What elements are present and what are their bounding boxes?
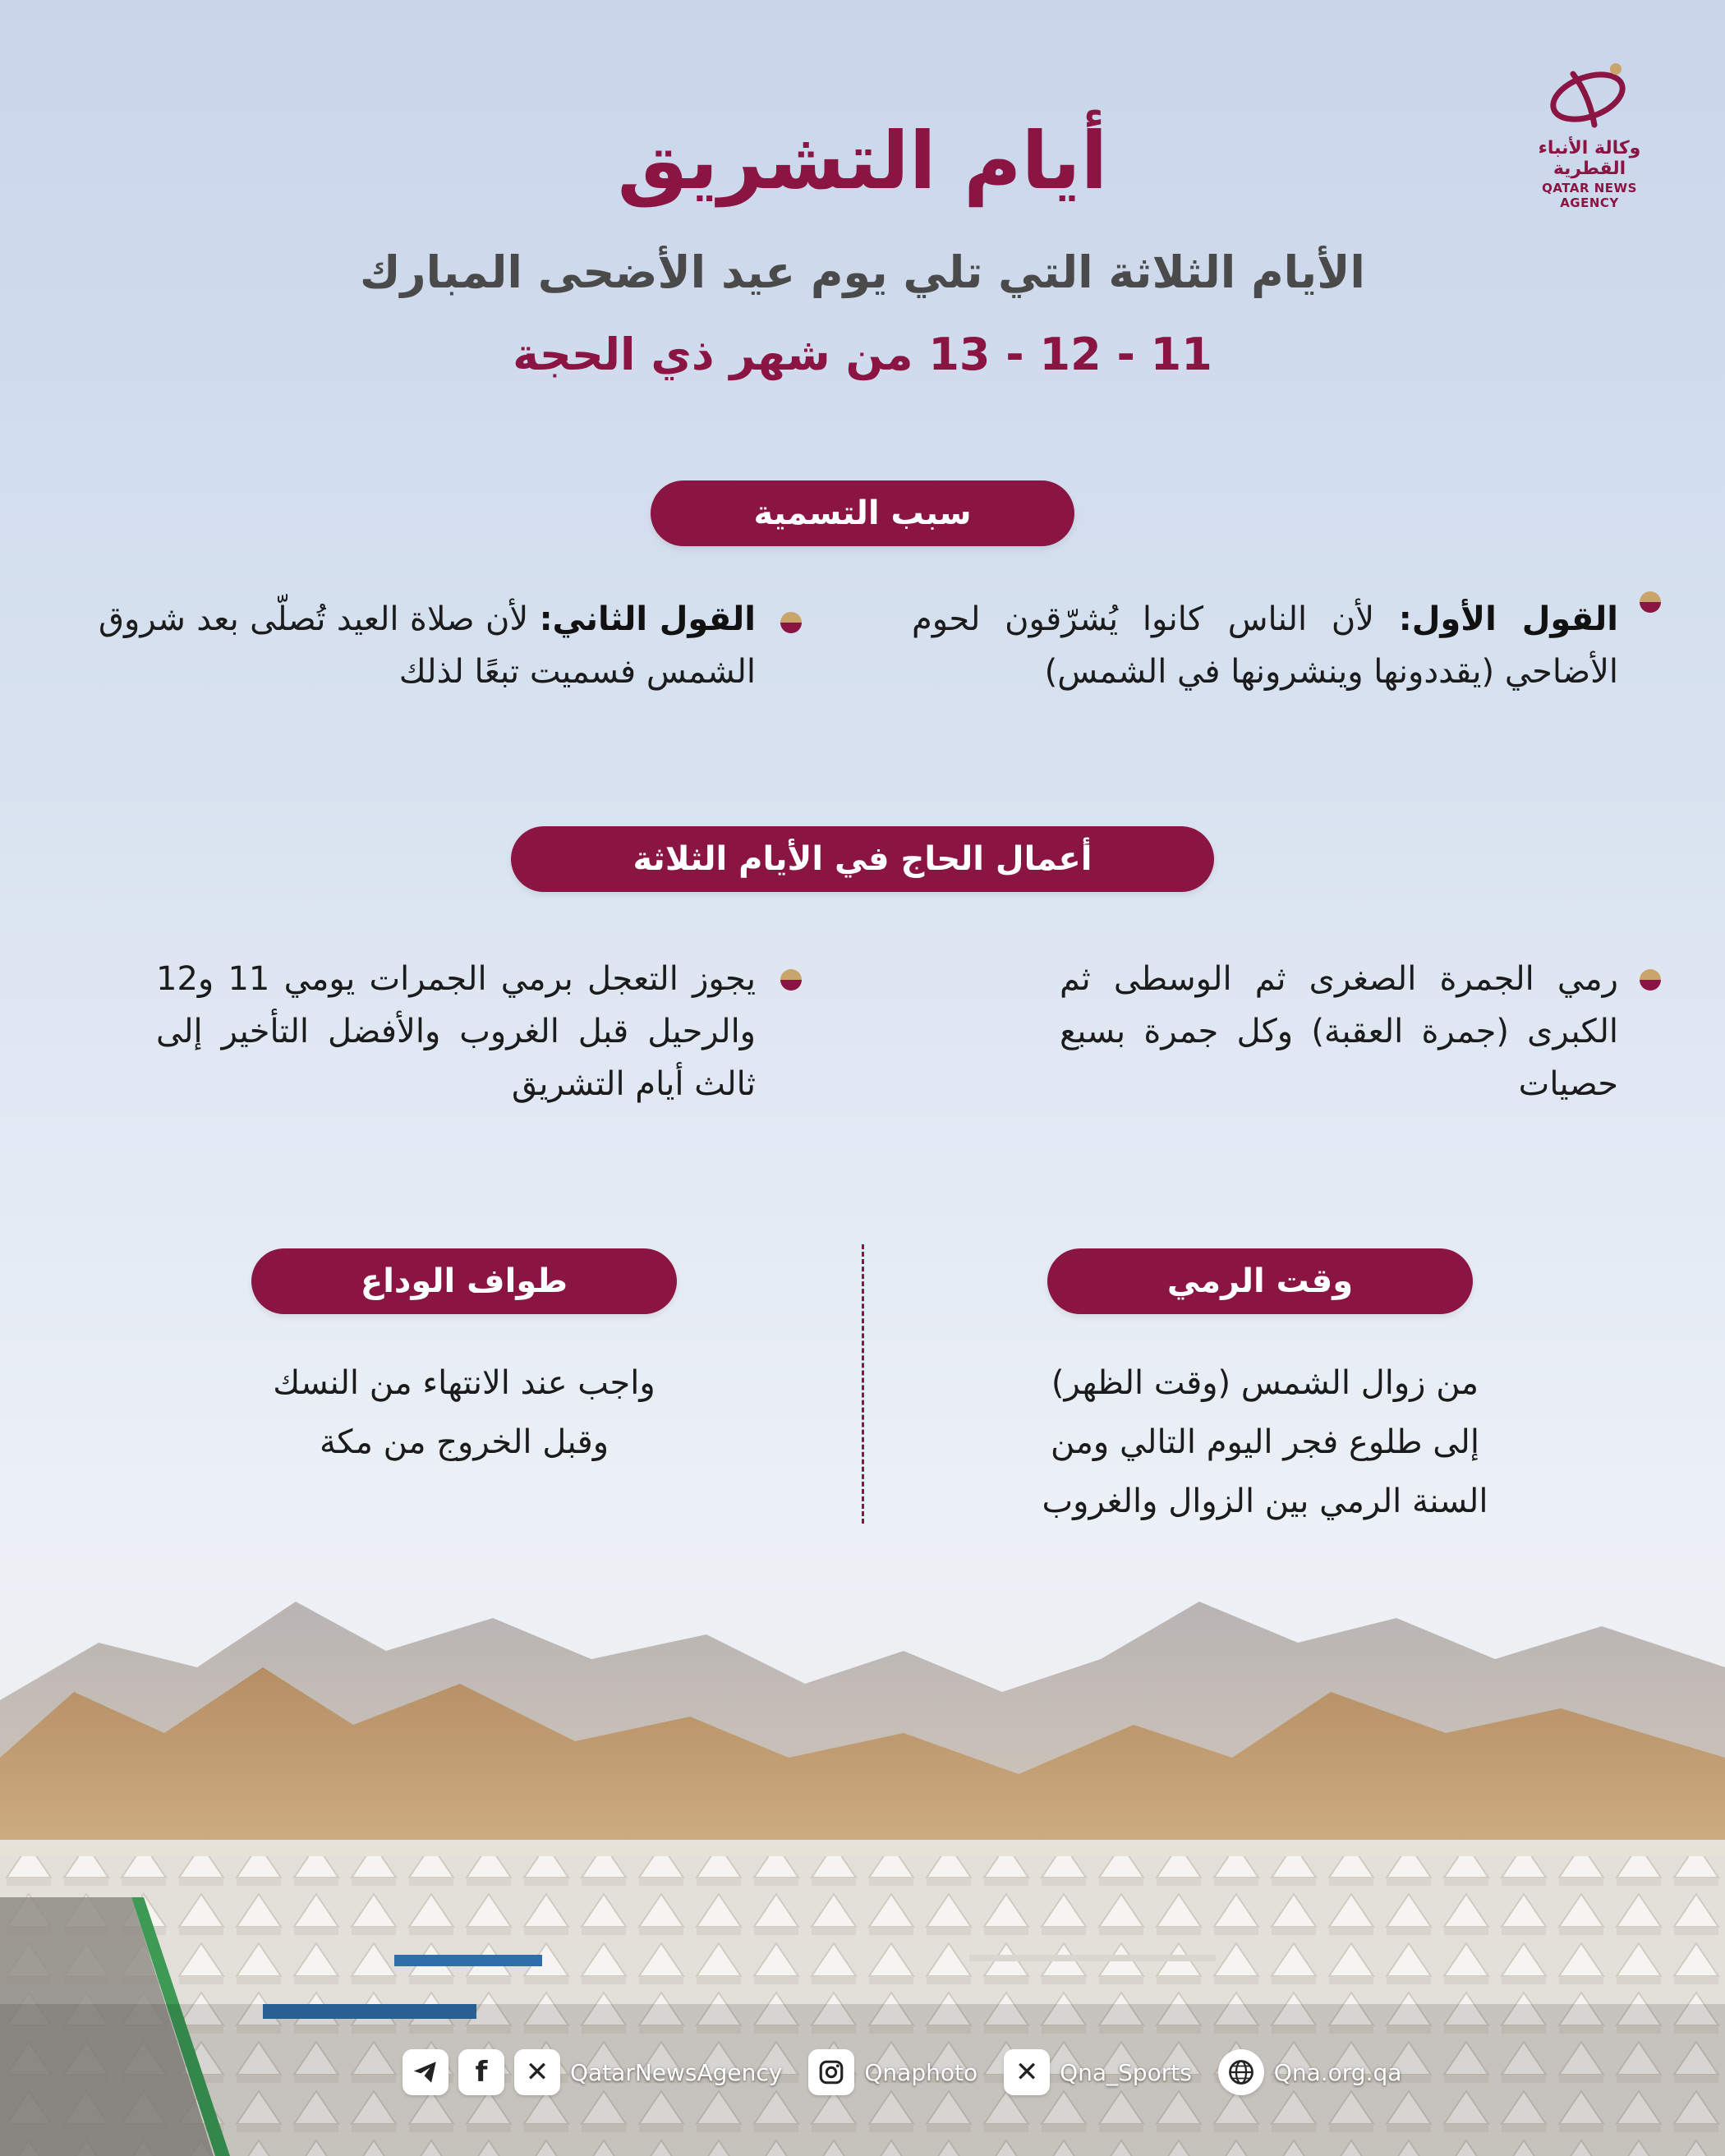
naming-second-reason bbox=[99, 593, 756, 698]
naming-heading: سبب التسمية bbox=[651, 480, 1074, 546]
social-footer bbox=[402, 2043, 1418, 2101]
page-title: أيام التشريق bbox=[617, 115, 1108, 207]
second-reason-label: القول الثاني: bbox=[539, 600, 756, 638]
social-handle-photo[interactable]: Qnaphoto bbox=[864, 2058, 978, 2086]
social-handle-main[interactable]: QatarNewsAgency bbox=[570, 2058, 783, 2086]
deeds-early-departure: يجوز التعجل برمي الجمرات يومي 11 و12 والرحيل قبل الغروب والأفضل التأخير إلى ثالث أيام التشريق bbox=[156, 960, 757, 1103]
section-divider bbox=[862, 1244, 864, 1524]
deeds-stoning-order: رمي الجمرة الصغرى ثم الوسطى ثم الكبرى (جمرة العقبة) وكل جمرة بسبع حصيات bbox=[1060, 960, 1618, 1103]
stoning-time-line: إلى طلوع فجر اليوم التالي ومن bbox=[1051, 1423, 1479, 1461]
globe-icon[interactable] bbox=[1218, 2049, 1264, 2095]
stoning-time-text bbox=[953, 1354, 1577, 1531]
farewell-text bbox=[177, 1354, 752, 1472]
x-icon[interactable]: ✕ bbox=[1004, 2049, 1050, 2095]
website-link[interactable]: Qna.org.qa bbox=[1273, 2058, 1402, 2086]
second-reason-text: لأن صلاة العيد تُصلّى بعد شروق الشمس فسميت تبعًا لذلك bbox=[99, 600, 756, 691]
telegram-icon[interactable] bbox=[402, 2049, 448, 2095]
facebook-icon[interactable]: f bbox=[458, 2049, 504, 2095]
x-icon[interactable]: ✕ bbox=[514, 2049, 560, 2095]
bullet-icon bbox=[780, 612, 802, 633]
page-subtitle: الأيام الثلاثة التي تلي يوم عيد الأضحى المبارك bbox=[360, 246, 1365, 298]
social-handle-sports[interactable]: Qna_Sports bbox=[1060, 2058, 1192, 2086]
farewell-line: واجب عند الانتهاء من النسك bbox=[273, 1364, 656, 1402]
bullet-icon bbox=[780, 969, 802, 991]
bullet-icon bbox=[1640, 969, 1661, 991]
stoning-time-heading: وقت الرمي bbox=[1047, 1248, 1473, 1314]
logo-english-text: QATAR NEWS AGENCY bbox=[1542, 181, 1637, 210]
date-range: 11 - 12 - 13 من شهر ذي الحجة bbox=[513, 329, 1212, 380]
farewell-heading: طواف الوداع bbox=[251, 1248, 677, 1314]
deeds-heading: أعمال الحاج في الأيام الثلاثة bbox=[511, 826, 1214, 892]
bullet-icon bbox=[1640, 591, 1661, 613]
stoning-time-line: السنة الرمي بين الزوال والغروب bbox=[1042, 1483, 1488, 1520]
farewell-line: وقبل الخروج من مكة bbox=[319, 1423, 610, 1461]
stoning-time-line: من زوال الشمس (وقت الظهر) bbox=[1051, 1364, 1479, 1402]
logo-arabic-text: وكالة الأنباء القطرية bbox=[1538, 138, 1641, 179]
first-reason-label: القول الأول: bbox=[1398, 600, 1618, 638]
instagram-icon[interactable] bbox=[808, 2049, 854, 2095]
naming-first-reason bbox=[912, 593, 1618, 698]
first-reason-text: لأن الناس كانوا يُشرّقون لحوم الأضاحي (يقددونها وينشرونها في الشمس) bbox=[912, 600, 1618, 691]
